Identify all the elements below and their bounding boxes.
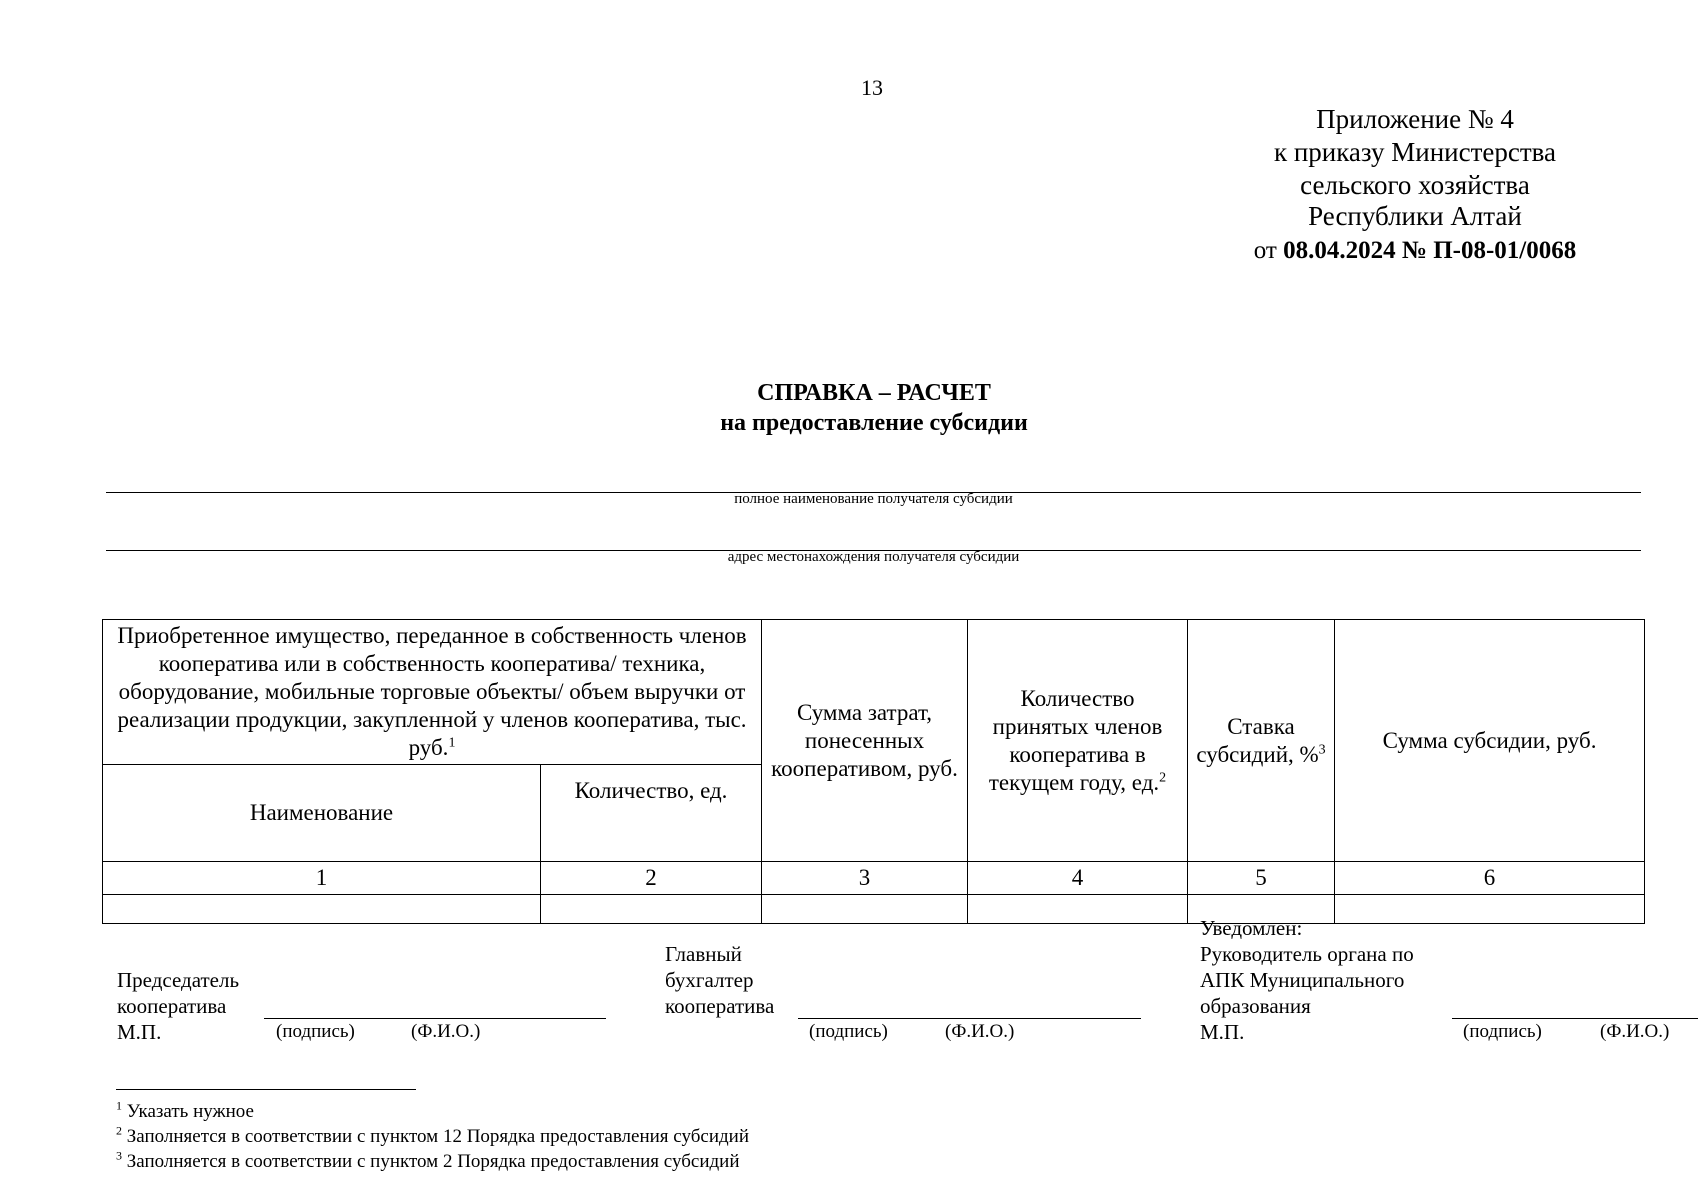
appendix-line-3: сельского хозяйства — [1300, 170, 1530, 200]
chairman-name-caption: (Ф.И.О.) — [411, 1021, 481, 1042]
chairman-title: Председатель кооператива М.П. — [117, 968, 240, 1044]
document-title — [0, 378, 1698, 438]
header-name: Наименование — [103, 765, 541, 862]
header-acquired-property: Приобретенное имущество, переданное в собственность членов кооператива или в собственность кооператива/ техника, оборудование, мобильные торговые объекты/ объем выручки от реализации продукции, закупленной у членов кооператива, тыс. руб.$^1$ — [103, 620, 762, 765]
notified-signature-caption: (подпись) — [1463, 1021, 1542, 1042]
accountant-name-caption: (Ф.И.О.) — [945, 1021, 1015, 1042]
notified-stamp: М.П. — [1200, 1020, 1245, 1044]
chairman-stamp: М.П. — [117, 1020, 162, 1044]
header-rate: Ставка субсидий, %$^3$ — [1188, 620, 1335, 862]
page-number: 13 — [861, 75, 883, 100]
header-subsidy: Сумма субсидии, руб. — [1335, 620, 1645, 862]
footnote-2: $^2$ Заполняется в соответствии с пунктом 12 Порядка предоставления субсидий — [116, 1123, 749, 1147]
column-number: 3 — [762, 862, 968, 895]
column-number: 6 — [1335, 862, 1645, 895]
table-cell[interactable] — [762, 895, 968, 924]
header-quantity: Количество, ед. — [541, 765, 762, 862]
appendix-date-prefix: от — [1253, 237, 1277, 264]
column-number: 1 — [103, 862, 541, 895]
header-costs: Сумма затрат, понесенных кооперативом, руб. — [762, 620, 968, 862]
calculation-table — [102, 619, 1645, 924]
footnote-ref-1: 1 — [448, 735, 456, 751]
notified-official-title: Уведомлен: Руководитель органа по АПК Муниципального образования М.П. — [1200, 916, 1414, 1044]
appendix-line-1: Приложение № 4 — [1316, 104, 1514, 134]
appendix-line-4: Республики Алтай — [1308, 201, 1522, 231]
footnote-separator — [116, 1089, 416, 1090]
title-main: СПРАВКА – РАСЧЕТ — [757, 380, 991, 406]
column-number: 5 — [1188, 862, 1335, 895]
column-number: 4 — [968, 862, 1188, 895]
table-cell[interactable] — [103, 895, 541, 924]
table-cell[interactable] — [541, 895, 762, 924]
accountant-signature-line — [798, 1018, 1141, 1019]
appendix-line-2: к приказу Министерства — [1273, 137, 1557, 167]
accountant-title: Главный бухгалтер кооператива — [665, 942, 775, 1018]
chairman-signature-caption: (подпись) — [276, 1021, 355, 1042]
column-number: 2 — [541, 862, 762, 895]
title-sub: на предоставление субсидии — [720, 410, 1028, 436]
appendix-date-number: 08.04.2024 № П-08-01/0068 — [1283, 237, 1577, 264]
footnote-1: $^1$ Указать нужное — [116, 1098, 254, 1122]
notified-signature-line — [1452, 1018, 1698, 1019]
table-cell[interactable] — [968, 895, 1188, 924]
recipient-address-caption: адрес местонахождения получателя субсидии — [727, 549, 1020, 565]
table-header-row — [103, 620, 1645, 765]
footnote-3: $^3$ Заполняется в соответствии с пунктом 2 Порядка предоставления субсидий — [116, 1148, 740, 1172]
footnote-ref-3: 3 — [1318, 741, 1326, 757]
chairman-signature-line — [264, 1018, 606, 1019]
notified-name-caption: (Ф.И.О.) — [1600, 1021, 1670, 1042]
table-row-numbers — [103, 862, 1645, 895]
appendix-date-line — [1185, 234, 1645, 267]
recipient-name-caption: полное наименование получателя субсидии — [734, 491, 1013, 507]
header-members: Количество принятых членов кооператива в текущем году, ед.$^2$ — [968, 620, 1188, 862]
footnote-ref-2: 2 — [1159, 769, 1167, 785]
appendix-block — [1185, 103, 1645, 267]
accountant-signature-caption: (подпись) — [809, 1021, 888, 1042]
